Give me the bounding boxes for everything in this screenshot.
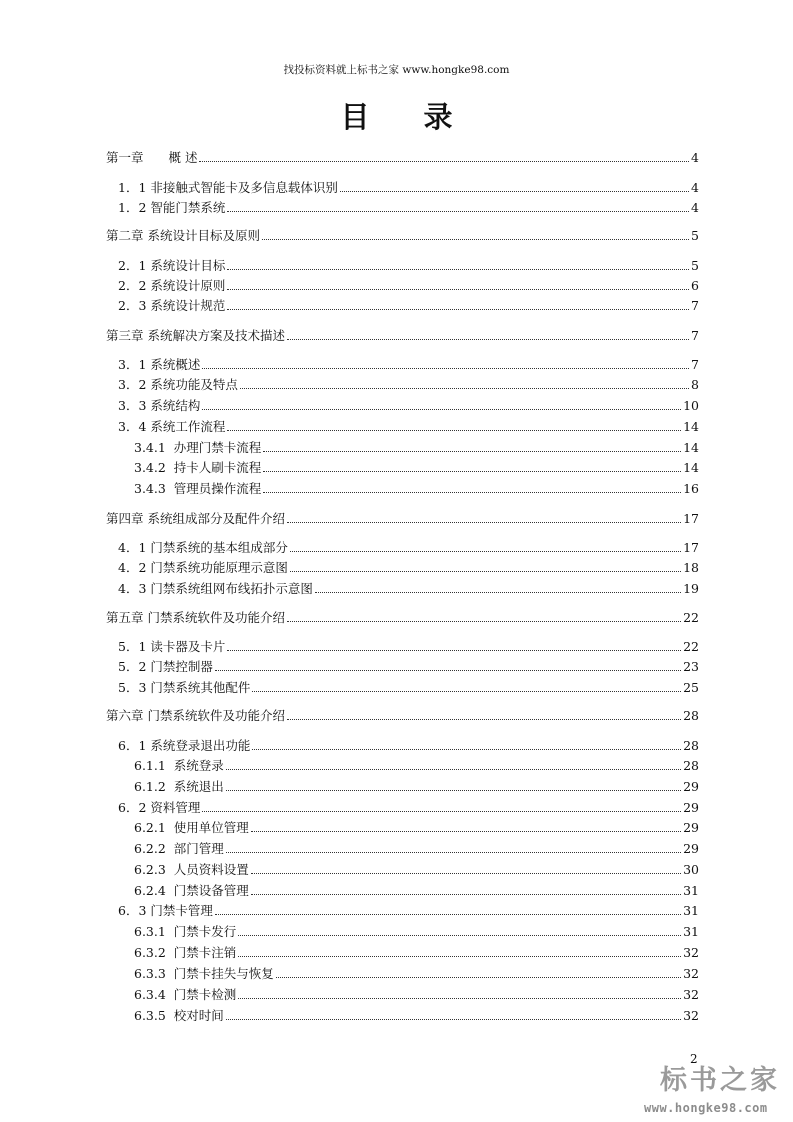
toc-entry[interactable] — [118, 899, 699, 919]
toc-entry-page: 10 — [683, 398, 699, 413]
toc-entry[interactable] — [134, 477, 699, 497]
toc-entry-title: 第六章 门禁系统软件及功能介绍 — [106, 708, 285, 723]
toc-entry-title: 3.4.1 办理门禁卡流程 — [134, 440, 262, 455]
toc-entry-title: 6.2.3 人员资料设置 — [134, 862, 249, 877]
toc-entry[interactable] — [118, 415, 699, 435]
toc-dot-leader — [226, 852, 681, 853]
toc-dot-leader — [252, 691, 681, 692]
toc-entry-title: 2．1 系统设计目标 — [118, 258, 226, 273]
toc-entry-page: 17 — [683, 511, 699, 526]
toc-dot-leader — [226, 769, 681, 770]
toc-entry[interactable] — [106, 606, 699, 626]
toc-entry-title: 4．3 门禁系统组网布线拓扑示意图 — [118, 581, 313, 596]
toc-dot-leader — [238, 998, 681, 999]
toc-entry[interactable] — [134, 962, 699, 982]
toc-entry-title: 第五章 门禁系统软件及功能介绍 — [106, 610, 285, 625]
toc-entry[interactable] — [118, 655, 699, 675]
toc-entry[interactable] — [118, 635, 699, 655]
toc-entry[interactable] — [106, 704, 699, 724]
toc-entry-page: 7 — [691, 298, 699, 313]
toc-entry[interactable] — [134, 858, 699, 878]
toc-dot-leader — [251, 831, 681, 832]
toc-entry[interactable] — [134, 436, 699, 456]
toc-entry-page: 22 — [683, 639, 699, 654]
toc-dot-leader — [290, 551, 681, 552]
logo-url: www.hongke98.com — [644, 1101, 768, 1115]
toc-dot-leader — [202, 811, 681, 812]
toc-entry-page: 32 — [683, 1008, 699, 1023]
toc-dot-leader — [226, 790, 681, 791]
toc-entry[interactable] — [134, 1004, 699, 1024]
toc-entry[interactable] — [134, 879, 699, 899]
toc-entry-page: 4 — [691, 180, 699, 195]
toc-entry[interactable] — [118, 796, 699, 816]
toc-dot-leader — [252, 749, 681, 750]
toc-entry[interactable] — [118, 196, 699, 216]
toc-dot-leader — [227, 211, 689, 212]
page-header: 找投标资料就上标书之家 www.hongke98.com — [283, 64, 510, 76]
toc-entry-page: 6 — [691, 278, 699, 293]
toc-entry-title: 2．3 系统设计规范 — [118, 298, 226, 313]
toc-entry-page: 32 — [683, 945, 699, 960]
toc-entry-page: 29 — [683, 841, 699, 856]
logo-text: 标书之家 — [660, 1065, 780, 1096]
toc-entry[interactable] — [106, 324, 699, 344]
toc-dot-leader — [340, 191, 689, 192]
toc-dot-leader — [215, 670, 681, 671]
toc-entry-page: 32 — [683, 987, 699, 1002]
toc-dot-leader — [263, 451, 681, 452]
toc-entry-page: 28 — [683, 738, 699, 753]
toc-entry-page: 29 — [683, 779, 699, 794]
toc-entry-page: 30 — [683, 862, 699, 877]
toc-entry-title: 1．2 智能门禁系统 — [118, 200, 226, 215]
toc-entry-title: 6.3.4 门禁卡检测 — [134, 987, 237, 1002]
toc-entry-page: 23 — [683, 659, 699, 674]
toc-entry-page: 29 — [683, 800, 699, 815]
toc-dot-leader — [227, 289, 689, 290]
toc-entry-title: 第三章 系统解决方案及技术描述 — [106, 328, 285, 343]
page-number: 2 — [690, 1052, 698, 1066]
toc-entry-title: 6.3.1 门禁卡发行 — [134, 924, 237, 939]
toc-entry-title: 6.2.2 部门管理 — [134, 841, 224, 856]
toc-entry[interactable] — [134, 837, 699, 857]
toc-dot-leader — [238, 956, 681, 957]
toc-dot-leader — [315, 592, 681, 593]
toc-entry-page: 7 — [691, 357, 699, 372]
toc-entry[interactable] — [134, 920, 699, 940]
toc-dot-leader — [287, 339, 689, 340]
toc-entry-title: 6.2.1 使用单位管理 — [134, 820, 249, 835]
toc-dot-leader — [226, 1019, 681, 1020]
toc-entry-title: 第二章 系统设计目标及原则 — [106, 228, 260, 243]
toc-dot-leader — [227, 309, 689, 310]
toc-entry-page: 14 — [683, 419, 699, 434]
toc-entry-title: 1．1 非接触式智能卡及多信息载体识别 — [118, 180, 338, 195]
toc-entry-title: 6.3.3 门禁卡挂失与恢复 — [134, 966, 274, 981]
toc-entry-page: 16 — [683, 481, 699, 496]
toc-entry[interactable] — [118, 394, 699, 414]
toc-entry-page: 31 — [683, 903, 699, 918]
toc-dot-leader — [240, 388, 689, 389]
toc-entry-page: 14 — [683, 460, 699, 475]
toc-entry-title: 5．2 门禁控制器 — [118, 659, 213, 674]
toc-entry-page: 4 — [691, 150, 699, 165]
toc-entry-title: 6．3 门禁卡管理 — [118, 903, 213, 918]
toc-entry-page: 32 — [683, 966, 699, 981]
toc-entry[interactable] — [106, 507, 699, 527]
toc-entry-page: 25 — [683, 680, 699, 695]
toc-entry[interactable] — [118, 676, 699, 696]
toc-dot-leader — [215, 914, 681, 915]
toc-entry[interactable] — [134, 456, 699, 476]
toc-entry-title: 6．2 资料管理 — [118, 800, 201, 815]
toc-entry-title: 3.4.3 管理员操作流程 — [134, 481, 262, 496]
toc-entry[interactable] — [106, 224, 699, 244]
toc-entry-page: 28 — [683, 708, 699, 723]
toc-entry-title: 6.3.2 门禁卡注销 — [134, 945, 237, 960]
toc-dot-leader — [251, 873, 681, 874]
toc-entry-title: 第一章 概 述 — [106, 150, 198, 165]
toc-dot-leader — [202, 409, 681, 410]
toc-entry-title: 3．2 系统功能及特点 — [118, 377, 238, 392]
toc-entry-title: 6.1.1 系统登录 — [134, 758, 224, 773]
toc-dot-leader — [238, 935, 681, 936]
toc-entry-page: 7 — [691, 328, 699, 343]
toc-entry-title: 6.3.5 校对时间 — [134, 1008, 224, 1023]
toc-entry-page: 28 — [683, 758, 699, 773]
toc-dot-leader — [262, 239, 689, 240]
toc-entry[interactable] — [118, 734, 699, 754]
toc-dot-leader — [227, 269, 689, 270]
toc-entry-title: 5．1 读卡器及卡片 — [118, 639, 226, 654]
toc-dot-leader — [263, 471, 681, 472]
toc-dot-leader — [290, 571, 681, 572]
toc-dot-leader — [287, 621, 681, 622]
toc-entry[interactable] — [118, 176, 699, 196]
watermark-logo — [640, 1064, 790, 1118]
toc-dot-leader — [227, 650, 681, 651]
toc-entry[interactable] — [118, 373, 699, 393]
toc-entry-title: 4．1 门禁系统的基本组成部分 — [118, 540, 288, 555]
toc-entry-page: 5 — [691, 228, 699, 243]
toc-entry[interactable] — [118, 556, 699, 576]
toc-dot-leader — [227, 430, 681, 431]
toc-dot-leader — [276, 977, 681, 978]
toc-dot-leader — [199, 161, 689, 162]
toc-entry[interactable] — [134, 754, 699, 774]
toc-entry-page: 14 — [683, 440, 699, 455]
toc-entry[interactable] — [118, 274, 699, 294]
toc-dot-leader — [287, 719, 681, 720]
toc-entry-title: 4．2 门禁系统功能原理示意图 — [118, 560, 288, 575]
toc-entry[interactable] — [134, 983, 699, 1003]
toc-entry-page: 17 — [683, 540, 699, 555]
toc-entry-title: 第四章 系统组成部分及配件介绍 — [106, 511, 285, 526]
toc-entry-page: 18 — [683, 560, 699, 575]
toc-entry-page: 19 — [683, 581, 699, 596]
toc-entry-title: 6.1.2 系统退出 — [134, 779, 224, 794]
toc-entry[interactable] — [134, 816, 699, 836]
toc-entry-page: 22 — [683, 610, 699, 625]
toc-entry[interactable] — [118, 254, 699, 274]
toc-entry[interactable] — [118, 294, 699, 314]
toc-dot-leader — [251, 894, 681, 895]
toc-entry[interactable] — [118, 577, 699, 597]
toc-entry-title: 3．4 系统工作流程 — [118, 419, 226, 434]
toc-entry-title: 3．1 系统概述 — [118, 357, 201, 372]
toc-entry-page: 4 — [691, 200, 699, 215]
page-title: 目 录 — [340, 100, 475, 134]
toc-dot-leader — [202, 368, 689, 369]
toc-entry-title: 3.4.2 持卡人刷卡流程 — [134, 460, 262, 475]
toc-entry[interactable] — [118, 536, 699, 556]
toc-entry[interactable] — [118, 353, 699, 373]
toc-entry-title: 6．1 系统登录退出功能 — [118, 738, 251, 753]
toc-entry-page: 5 — [691, 258, 699, 273]
toc-entry[interactable] — [134, 775, 699, 795]
toc-entry-title: 5．3 门禁系统其他配件 — [118, 680, 251, 695]
toc-dot-leader — [287, 522, 681, 523]
toc-entry-page: 31 — [683, 883, 699, 898]
toc-entry-title: 2．2 系统设计原则 — [118, 278, 226, 293]
toc-entry-page: 31 — [683, 924, 699, 939]
toc-entry-page: 29 — [683, 820, 699, 835]
toc-entry-title: 6.2.4 门禁设备管理 — [134, 883, 249, 898]
toc-entry-title: 3．3 系统结构 — [118, 398, 201, 413]
toc-entry[interactable] — [106, 146, 699, 166]
toc-entry-page: 8 — [691, 377, 699, 392]
toc-entry[interactable] — [134, 941, 699, 961]
toc-dot-leader — [263, 492, 681, 493]
